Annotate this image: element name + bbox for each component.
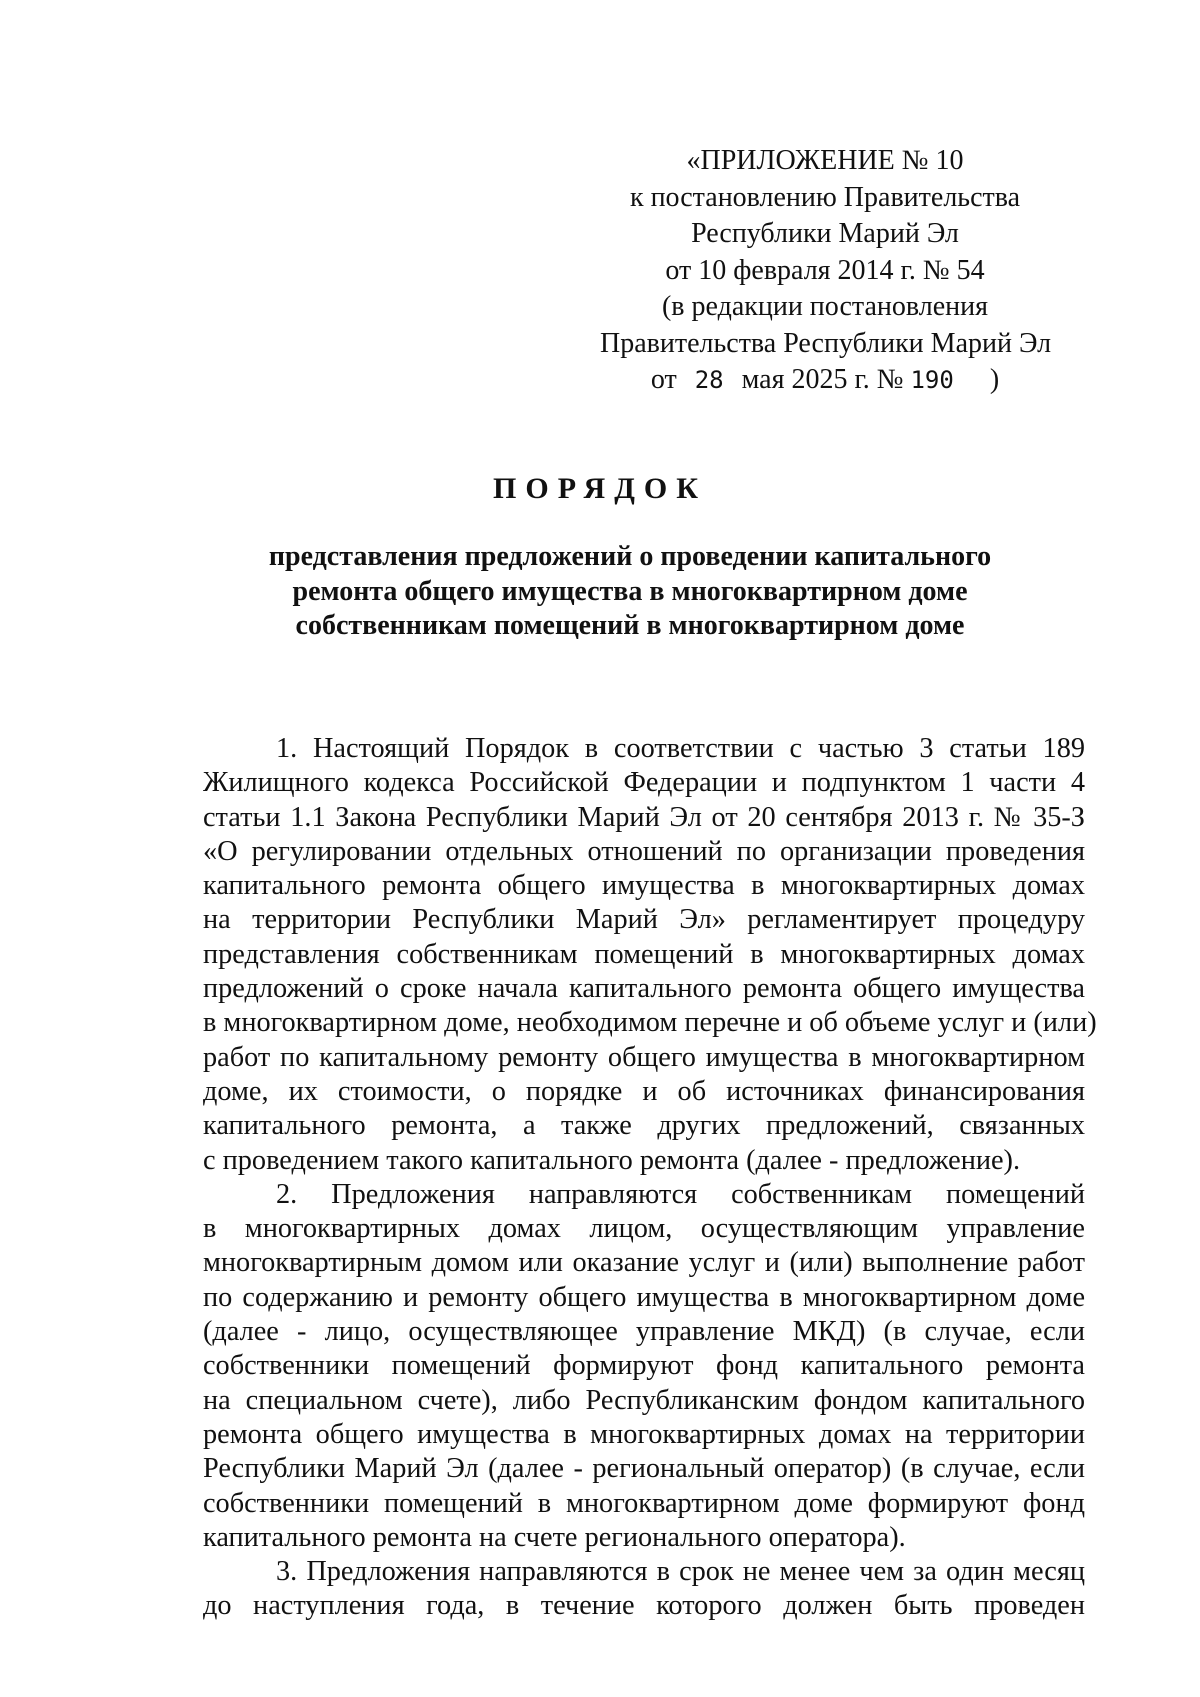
appendix-government: Правительства Республики Марий Эл: [600, 327, 1052, 359]
text-line: доме, их стоимости, о порядке и об источниках финансирования: [203, 1075, 1085, 1107]
appendix-republic: Республики Марий Эл: [691, 218, 959, 249]
subtitle-line: представления предложений о проведении капитального: [268, 541, 992, 572]
text-line: собственники помещений в многоквартирном доме формируют фонд: [203, 1487, 1085, 1519]
subtitle-line: ремонта общего имущества в многоквартирном доме: [292, 575, 968, 607]
text-line: Жилищного кодекса Российской Федерации и подпунктом 1 части 4: [203, 767, 1085, 799]
text-line: капитального ремонта на счете регионального оператора).: [203, 1521, 906, 1553]
paragraph-3: [203, 1555, 1085, 1624]
text-line: на специальном счете), либо Республиканским фондом капитального: [203, 1384, 1085, 1416]
text-line: в многоквартирных домах лицом, осуществляющим управление: [203, 1213, 1085, 1245]
text-line: (далее - лицо, осуществляющее управление МКД) (в случае, если: [203, 1316, 1085, 1348]
appendix-header: [600, 143, 1050, 399]
text-line: «О регулировании отдельных отношений по организации проведения: [203, 835, 1085, 867]
amendment-month-year: мая 2025 г. №: [741, 364, 904, 395]
document-subtitle: [240, 540, 1020, 644]
text-line: многоквартирным домом или оказание услуг и (или) выполнение работ: [203, 1247, 1085, 1279]
paragraph-2: [203, 1178, 1085, 1555]
text-line: на территории Республики Марий Эл» регламентирует процедуру: [203, 904, 1085, 936]
amendment-day: 28: [694, 366, 724, 394]
appendix-number: «ПРИЛОЖЕНИЕ № 10: [686, 145, 964, 176]
appendix-edition: (в редакции постановления: [661, 291, 989, 322]
appendix-amendment: [600, 362, 1050, 399]
text-line: предложений о сроке начала капитального ремонта общего имущества: [203, 973, 1085, 1005]
text-line: до наступления года, в течение которого должен быть проведен: [203, 1590, 1085, 1622]
text-line: собственники помещений формируют фонд капитального ремонта: [203, 1350, 1085, 1382]
text-line: в многоквартирном доме, необходимом перечне и об объеме услуг и (или): [203, 1007, 1097, 1039]
text-line: статьи 1.1 Закона Республики Марий Эл от 20 сентября 2013 г. № 35-З: [203, 801, 1085, 833]
text-line: работ по капитальному ремонту общего имущества в многоквартирном: [203, 1041, 1085, 1073]
text-line: 1. Настоящий Порядок в соответствии с частью 3 статьи 189: [276, 733, 1085, 764]
text-line: представления собственникам помещений в многоквартирных домах: [203, 938, 1085, 970]
text-line: 3. Предложения направляются в срок не менее чем за один месяц: [276, 1556, 1085, 1588]
text-line: капитального ремонта, а также других предложений, связанных: [203, 1110, 1085, 1142]
text-line: 2. Предложения направляются собственникам помещений: [276, 1178, 1085, 1210]
text-line: ремонта общего имущества в многоквартирных домах на территории: [203, 1418, 1085, 1450]
text-line: по содержанию и ремонту общего имущества в многоквартирном доме: [203, 1281, 1085, 1313]
amendment-number: 190: [910, 366, 954, 394]
text-line: с проведением такого капитального ремонта (далее - предложение).: [203, 1144, 1021, 1176]
appendix-date: от 10 февраля 2014 г. № 54: [665, 254, 985, 286]
amendment-prefix: от: [650, 364, 677, 395]
text-line: капитального ремонта общего имущества в многоквартирных домах: [203, 870, 1085, 902]
document-body: [203, 732, 1097, 1624]
subtitle-line: собственникам помещений в многоквартирном доме: [295, 610, 965, 641]
amendment-close: ): [989, 364, 1000, 395]
appendix-reference: к постановлению Правительства: [629, 181, 1021, 213]
document-title: ПОРЯДОК: [493, 472, 707, 505]
text-line: Республики Марий Эл (далее - региональный оператор) (в случае, если: [203, 1453, 1085, 1485]
paragraph-1: [203, 732, 1097, 1178]
